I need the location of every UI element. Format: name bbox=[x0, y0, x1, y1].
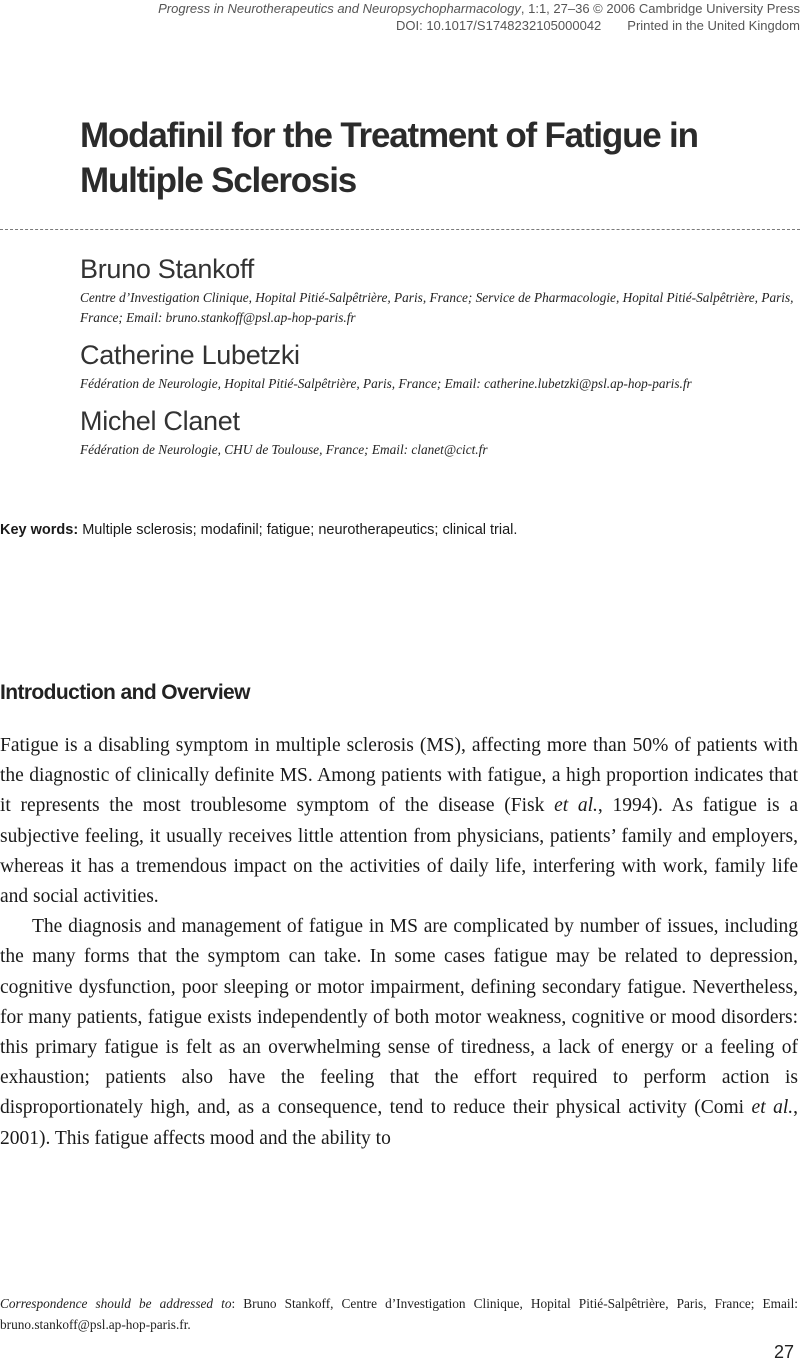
author-name: Michel Clanet bbox=[80, 406, 240, 436]
title-line-1: Modafinil for the Treatment of Fatigue in bbox=[80, 116, 698, 155]
volume-citation: , 1:1, 27–36 © 2006 Cambridge University Press bbox=[520, 1, 800, 16]
title-line-2: Multiple Sclerosis bbox=[80, 161, 356, 200]
keywords-text: Multiple sclerosis; modafinil; fatigue; neurotherapeutics; clinical trial. bbox=[82, 522, 518, 538]
paragraph-text: , 2001). This fatigue affects mood and the ability to bbox=[0, 1097, 798, 1149]
author-affiliation: Fédération de Neurologie, Hopital Pitié-Salpêtrière, Paris, France; Email: catherine.lubetzki@psl.ap-hop-paris.fr bbox=[80, 376, 692, 391]
author-list bbox=[80, 252, 795, 470]
author-affiliation: Fédération de Neurologie, CHU de Toulouse, France; Email: clanet@cict.fr bbox=[80, 442, 488, 457]
citation-line bbox=[20, 0, 800, 17]
body-paragraph bbox=[0, 731, 798, 912]
author-block bbox=[80, 404, 795, 460]
citation-etal: et al. bbox=[554, 795, 598, 817]
author-block bbox=[80, 338, 795, 394]
title-divider bbox=[0, 229, 800, 230]
footnote-text: : Bruno Stankoff, Centre d’Investigation Clinique, Hopital Pitié-Salpêtrière, Paris, France; Email: bruno.stankoff@psl.ap-hop-paris.fr. bbox=[0, 1296, 799, 1332]
author-affiliation: Centre d’Investigation Clinique, Hopital Pitié-Salpêtrière, Paris, France; Service de Pharmacologie, Hopital Pitié-Salpêtrière, Paris, France; Email: bruno.stankoff@psl.ap-hop-paris.fr bbox=[80, 290, 794, 325]
citation-etal: et al. bbox=[751, 1097, 794, 1119]
author-name: Catherine Lubetzki bbox=[80, 340, 300, 370]
keywords-label: Key words: bbox=[0, 522, 79, 538]
author-name: Bruno Stankoff bbox=[80, 254, 254, 284]
paragraph-text: Fatigue is a disabling symptom in multiple sclerosis (MS), affecting more than 50% of patients with the diagnostic of clinically definite MS. Among patients with fatigue, a high proportion indicates that it represents the most troublesome symptom of the disease (Fisk bbox=[0, 735, 798, 817]
journal-name: Progress in Neurotherapeutics and Neuropsychopharmacology bbox=[158, 1, 521, 16]
keywords bbox=[0, 522, 800, 538]
doi-line bbox=[20, 17, 800, 34]
paragraph-text: , 1994). As fatigue is a subjective feeling, it usually receives little attention from physicians, patients’ family and employers, whereas it has a tremendous impact on the activities of daily life, interfering with work, family life and social activities. bbox=[0, 795, 798, 908]
running-header bbox=[20, 0, 800, 34]
doi-link[interactable]: DOI: 10.1017/S1748232105000042 bbox=[395, 18, 602, 33]
article-title bbox=[80, 113, 780, 203]
footnote-label: Correspondence should be addressed to bbox=[0, 1296, 232, 1311]
author-block bbox=[80, 252, 795, 328]
body-paragraph bbox=[0, 912, 798, 1154]
page-number: 27 bbox=[773, 1342, 794, 1362]
paragraph-text: The diagnosis and management of fatigue in MS are complicated by number of issues, including the many forms that the symptom can take. In some cases fatigue may be related to depression, cognitive dysfunction, poor sleeping or motor impairment, defining secondary fatigue. Nevertheless, for many patients, fatigue exists independently of both motor weakness, cognitive or mood disorders: this primary fatigue is felt as an overwhelming sense of tiredness, a lack of energy or a feeling of exhaustion; patients also have the feeling that the effort required to perform action is disproportionately high, and, as a consequence, tend to reduce their physical activity (Comi bbox=[0, 916, 798, 1119]
section-heading: Introduction and Overview bbox=[0, 681, 250, 704]
article-body bbox=[0, 731, 798, 1154]
correspondence-footnote bbox=[0, 1293, 798, 1335]
printed-notice: Printed in the United Kingdom bbox=[627, 18, 800, 33]
